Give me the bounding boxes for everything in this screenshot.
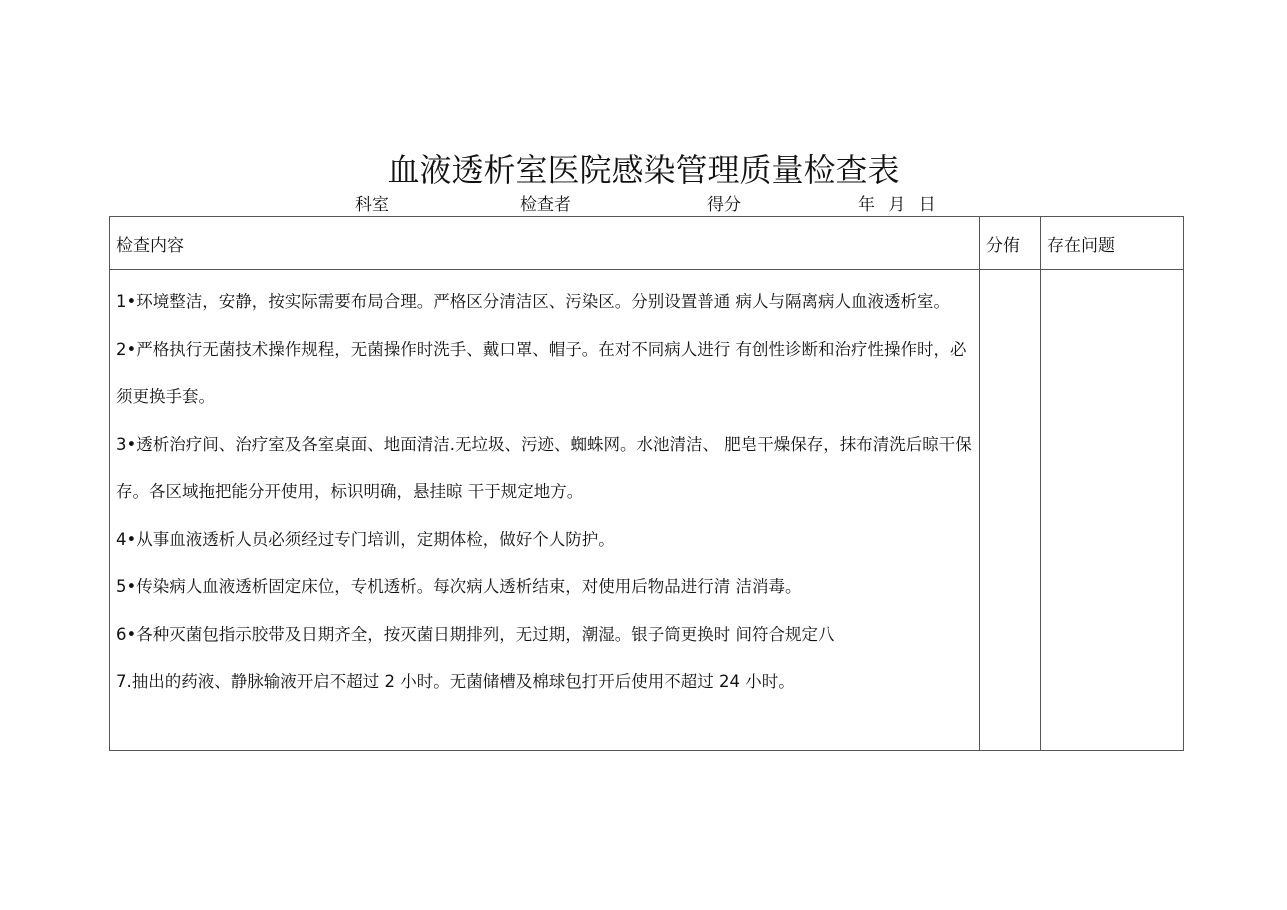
- list-item: 2•严格执行无菌技术操作规程，无菌操作时洗手、戴口罩、帽子。在对不同病人进行 有创性诊断和治疗性操作时，必须更换手套。: [116, 339, 967, 406]
- table-row: [110, 270, 1184, 751]
- inspection-table: [109, 216, 1184, 751]
- table-header-row: [110, 217, 1184, 270]
- header-issues: 存在问题: [1041, 217, 1184, 270]
- content-cell: [110, 270, 980, 751]
- header-content: 检查内容: [110, 217, 980, 270]
- document-title: 血液透析室医院感染管理质量检查表: [387, 151, 900, 189]
- score-label: 得分: [707, 195, 741, 215]
- header-points: 分侑: [980, 217, 1041, 270]
- list-item: 4•从事血液透析人员必须经过专门培训，定期体检，做好个人防护。: [116, 529, 615, 549]
- inspection-items: [110, 270, 979, 712]
- department-label: 科室: [355, 195, 389, 215]
- list-item: 5•传染病人血液透析固定床位，专机透析。每次病人透析结束，对使用后物品进行清 洁消毒。: [116, 577, 802, 596]
- points-cell[interactable]: [980, 270, 1041, 751]
- list-item: 6•各种灭菌包指示胶带及日期齐全，按灭菌日期排列，无过期，潮湿。银子筒更换时 间符合规定八: [116, 624, 835, 644]
- date-label: 年 月 日: [858, 195, 936, 215]
- list-item: 1•环境整洁，安静，按实际需要布局合理。严格区分清洁区、污染区。分别设置普通 病人与隔离病人血液透析室。: [116, 292, 950, 311]
- inspector-label: 检查者: [520, 195, 571, 215]
- list-item: 3•透析治疗间、治疗室及各室桌面、地面清洁.无垃圾、污迹、蜘蛛网。水池清洁、 肥皂干燥保存，抹布清洗后晾干保存。各区域拖把能分开使用，标识明确，悬挂晾 干于规定地方。: [116, 434, 972, 501]
- list-item: 7.抽出的药液、静脉输液开启不超过 2 小时。无菌储槽及棉球包打开后使用不超过 24 小时。: [116, 672, 795, 691]
- issues-cell[interactable]: [1041, 270, 1184, 751]
